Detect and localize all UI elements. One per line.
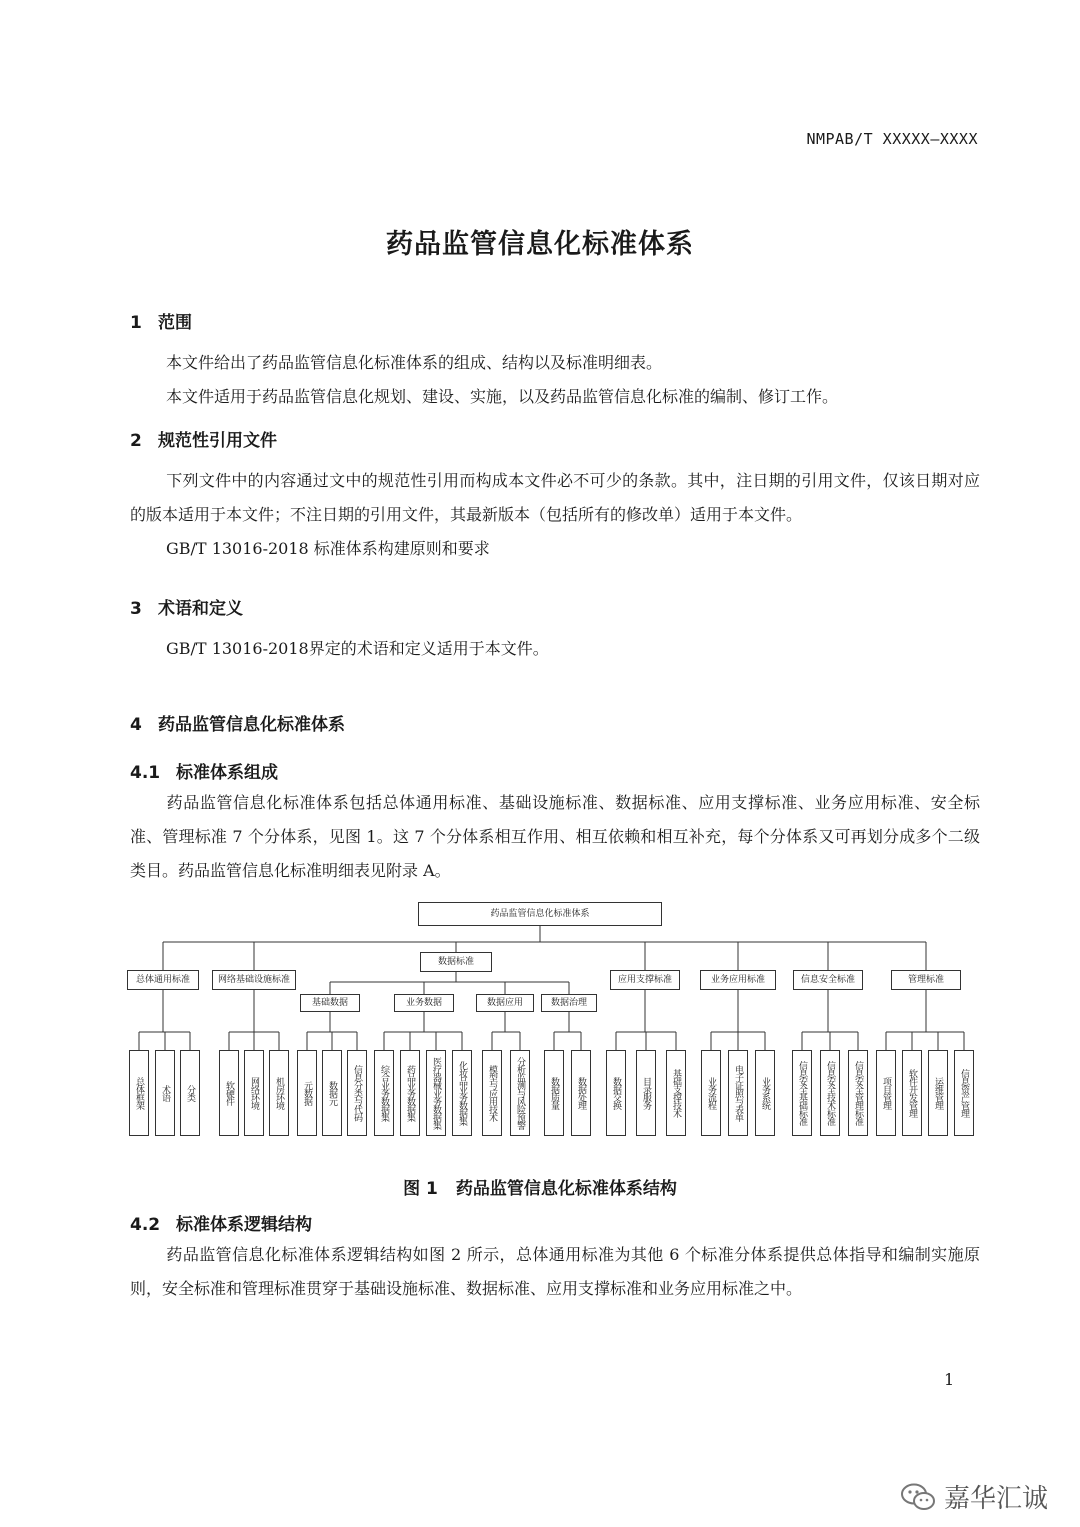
figure-title: 药品监管信息化标准体系结构 <box>455 1179 677 1199</box>
chart-leaf-node: 电子证照与表单 <box>728 1050 748 1136</box>
chart-l2-node: 业务数据 <box>394 994 454 1012</box>
paragraph: 下列文件中的内容通过文中的规范性引用而构成本文件必不可少的条款。其中，注日期的引用文件，仅该日期对应的版本适用于本文件；不注日期的引用文件，其最新版本（包括所有的修改单）适用于本文件。 <box>130 471 980 524</box>
chart-l1-node: 业务应用标准 <box>700 970 776 990</box>
chart-leaf-node: 信息安全技术标准 <box>820 1050 840 1136</box>
paragraph: 本文件给出了药品监管信息化标准体系的组成、结构以及标准明细表。 <box>166 353 663 372</box>
section-1-body <box>130 346 980 414</box>
section-title: 标准体系组成 <box>176 763 278 783</box>
chart-leaf-node: 软硬件 <box>219 1050 239 1136</box>
document-title: 药品监管信息化标准体系 <box>386 229 694 260</box>
chart-leaf-node: 综合业务数据集 <box>374 1050 394 1136</box>
watermark-text: 嘉华汇诚 <box>944 1484 1049 1514</box>
chart-leaf-node: 医疗器械业务数据集 <box>426 1050 446 1136</box>
chart-leaf-node: 分析监测与风险预警 <box>510 1050 530 1136</box>
watermark <box>900 1478 1048 1515</box>
section-4-1-body <box>130 786 980 888</box>
section-title: 标准体系逻辑结构 <box>176 1215 312 1235</box>
chart-l2-node: 数据治理 <box>541 994 597 1012</box>
section-3-body <box>130 632 980 666</box>
chart-leaf-node: 业务系统 <box>755 1050 775 1136</box>
figure-caption <box>0 1174 1080 1199</box>
section-number: 2 <box>130 431 142 451</box>
chart-root-node: 药品监管信息化标准体系 <box>418 902 662 926</box>
section-4-2-heading <box>130 1210 312 1235</box>
paragraph: 药品监管信息化标准体系逻辑结构如图 2 所示，总体通用标准为其他 6 个标准分体系提供总体指导和编制实施原则，安全标准和管理标准贯穿于基础设施标准、数据标准、应用支撑标准和业务应用标准之中。 <box>130 1245 980 1298</box>
chart-leaf-node: 分类 <box>180 1050 200 1136</box>
section-number: 3 <box>130 599 142 619</box>
chart-leaf-node: 化妆品业务数据集 <box>452 1050 472 1136</box>
chart-leaf-node: 运维管理 <box>928 1050 948 1136</box>
chart-l1-node: 总体通用标准 <box>127 970 199 990</box>
chart-l1-node: 网络基础设施标准 <box>212 970 296 990</box>
chart-leaf-node: 数据元 <box>322 1050 342 1136</box>
chart-leaf-node: 模型与应用技术 <box>482 1050 502 1136</box>
section-4-1-heading <box>130 758 278 783</box>
section-4-2-body <box>130 1238 980 1306</box>
chart-leaf-node: 软件开发管理 <box>902 1050 922 1136</box>
paragraph: GB/T 13016-2018 标准体系构建原则和要求 <box>166 539 490 558</box>
paragraph: 本文件适用于药品监管信息化规划、建设、实施，以及药品监管信息化标准的编制、修订工作。 <box>166 387 839 406</box>
chart-leaf-node: 术语 <box>155 1050 175 1136</box>
chart-l1-node: 信息安全标准 <box>793 970 863 990</box>
chart-leaf-node: 总体框架 <box>129 1050 149 1136</box>
chart-l1-node: 管理标准 <box>891 970 961 990</box>
chart-leaf-node: 数据质量 <box>544 1050 564 1136</box>
section-2-heading <box>130 426 277 451</box>
section-title: 范围 <box>158 313 192 333</box>
chart-leaf-node: 基础支撑技术 <box>666 1050 686 1136</box>
section-title: 术语和定义 <box>158 599 243 619</box>
chart-leaf-node: 目录服务 <box>636 1050 656 1136</box>
paragraph: 药品监管信息化标准体系包括总体通用标准、基础设施标准、数据标准、应用支撑标准、业务应用标准、安全标准、管理标准 7 个分体系，见图 1。这 7 个分体系相互作用、相互依赖和相互补充，每个分体系又可再划分成多个二级类目。药品监管信息化标准明细表见附录 A。 <box>130 793 980 880</box>
chart-l2-node: 基础数据 <box>300 994 360 1012</box>
chart-leaf-node: 网络环境 <box>244 1050 264 1136</box>
chart-l1-node: 数据标准 <box>420 952 492 972</box>
chart-leaf-node: 数据处理 <box>571 1050 591 1136</box>
chart-leaf-node: 业务流程 <box>701 1050 721 1136</box>
section-number: 4 <box>130 715 142 735</box>
paragraph: GB/T 13016-2018界定的术语和定义适用于本文件。 <box>166 639 549 658</box>
document-number: NMPAB/T XXXXX—XXXX <box>806 130 978 148</box>
chart-leaf-node: 药品业务数据集 <box>400 1050 420 1136</box>
chart-l2-node: 数据应用 <box>476 994 534 1012</box>
chart-leaf-node: 元数据 <box>297 1050 317 1136</box>
section-2-body <box>130 464 980 566</box>
section-title: 规范性引用文件 <box>158 431 277 451</box>
chart-leaf-node: 机房环境 <box>269 1050 289 1136</box>
section-number: 1 <box>130 313 142 333</box>
chart-leaf-node: 信息资产管理 <box>954 1050 974 1136</box>
section-1-heading <box>130 308 192 333</box>
section-title: 药品监管信息化标准体系 <box>158 715 345 735</box>
chart-leaf-node: 信息安全管理标准 <box>848 1050 868 1136</box>
section-number: 4.2 <box>130 1215 161 1235</box>
figure-number: 图 1 <box>403 1179 438 1199</box>
page-number: 1 <box>944 1370 955 1389</box>
chart-l1-node: 应用支撑标准 <box>610 970 680 990</box>
chart-leaf-node: 数据交换 <box>606 1050 626 1136</box>
chart-leaf-node: 项目管理 <box>876 1050 896 1136</box>
section-3-heading <box>130 594 243 619</box>
section-4-heading <box>130 710 345 735</box>
wechat-icon <box>900 1482 936 1512</box>
chart-leaf-node: 信息分类与代码 <box>347 1050 367 1136</box>
section-number: 4.1 <box>130 763 161 783</box>
chart-leaf-node: 信息安全基础标准 <box>792 1050 812 1136</box>
